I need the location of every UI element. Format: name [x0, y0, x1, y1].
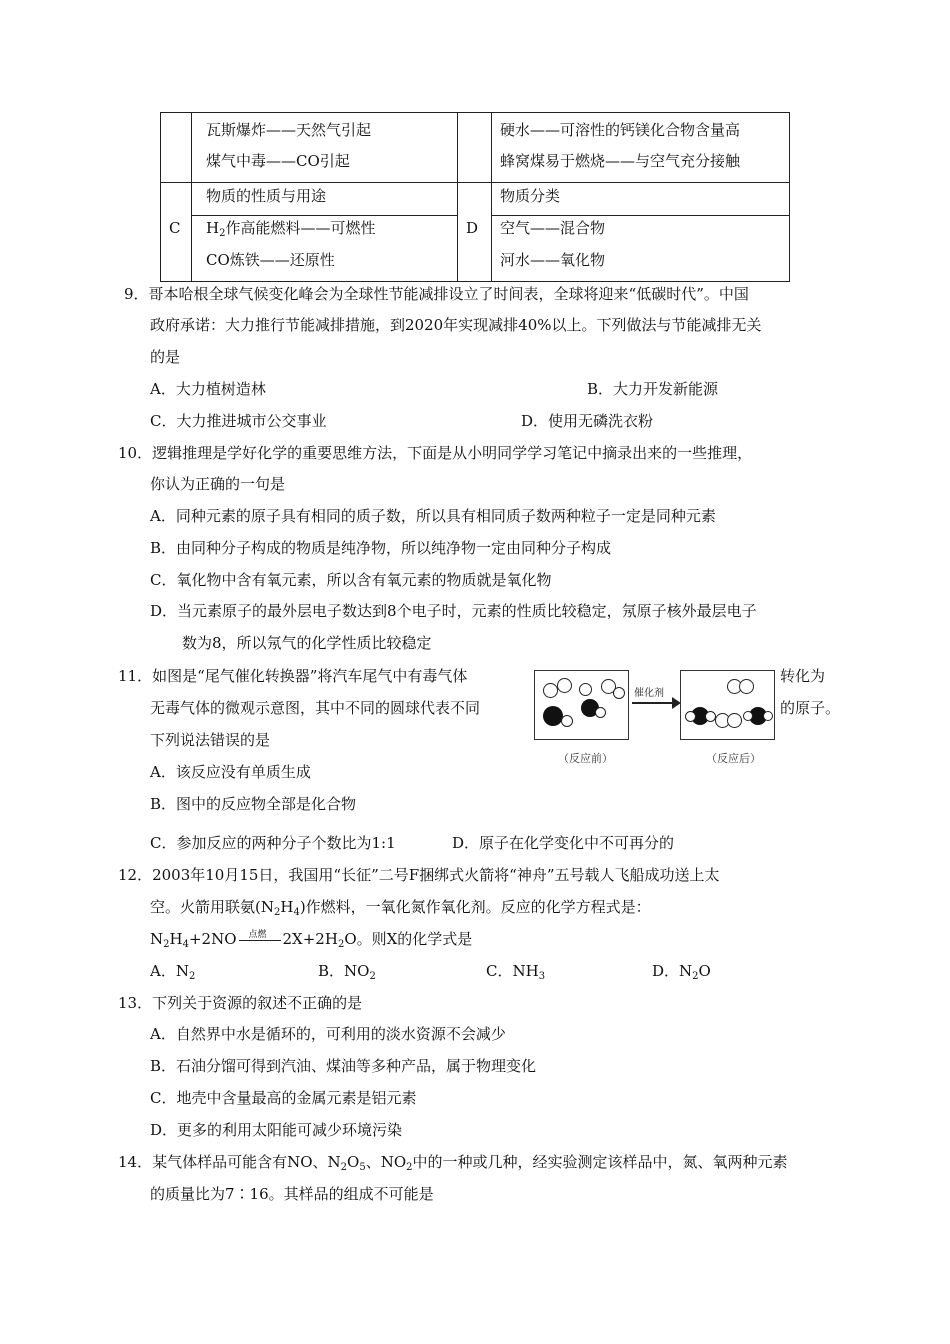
table-cell-text: 空气——混合物 — [500, 219, 606, 237]
q10-stem: 你认为正确的一句是 — [150, 475, 286, 493]
q9-option-c: C．大力推进城市公交事业 — [150, 412, 327, 430]
q11-stem: 下列说法错误的是 — [150, 731, 271, 749]
table-cell-text: $H_2$作高能燃料——可燃性 — [206, 219, 376, 239]
table-row-label-c: C — [169, 219, 181, 237]
table-cell-text: 煤气中毒——CO引起 — [206, 152, 350, 170]
reaction-condition: 点燃 — [237, 933, 283, 947]
after-label: （反应后） — [706, 752, 761, 765]
black-atom — [543, 706, 563, 726]
white-atom — [561, 715, 573, 727]
table-cell-text: CO炼铁——还原性 — [206, 251, 335, 269]
white-atom — [613, 687, 625, 699]
q12-option-a: A．$N_2$ — [150, 962, 196, 982]
q12-option-d: D．$N_2O$ — [652, 962, 711, 982]
after-reaction-box — [680, 670, 775, 740]
q12-stem: 空。火箭用联氨$(N_2H_4)$作燃料，一氧化氮作氧化剂。反应的化学方程式是： — [150, 898, 651, 918]
catalyst-label: 催化剂 — [634, 688, 664, 699]
q10-option-c: C．氧化物中含有氧元素，所以含有氧元素的物质就是氧化物 — [150, 571, 552, 589]
q11-stem: 无毒气体的微观示意图，其中不同的圆球代表不同 — [150, 699, 481, 717]
reaction-diagram — [528, 664, 776, 770]
q10-option-d-cont: 数为8，所以氖气的化学性质比较稳定 — [182, 634, 432, 652]
q9-stem: 9．哥本哈根全球气候变化峰会为全球性节能减排设立了时间表，全球将迎来“低碳时代”。中国 — [124, 285, 749, 303]
table-cell-head: 物质分类 — [500, 187, 561, 205]
white-atom — [727, 713, 742, 728]
q10-stem: 10．逻辑推理是学好化学的重要思维方法，下面是从小明同学学习笔记中摘录出来的一些推理， — [118, 444, 753, 462]
q13-stem: 13．下列关于资源的叙述不正确的是 — [118, 994, 363, 1012]
q11-stem: 11．如图是“尾气催化转换器”将汽车尾气中有毒气体 — [118, 667, 468, 685]
q10-option-b: B．由同种分子构成的物质是纯净物，所以纯净物一定由同种分子构成 — [150, 539, 612, 557]
q10-option-a: A．同种元素的原子具有相同的质子数，所以具有相同质子数两种粒子一定是同种元素 — [150, 507, 716, 525]
q14-stem: 14．某气体样品可能含有NO、$N_2O_5$、$NO_2$中的一种或几种，经实验测定该样品中，氮、氧两种元素 — [118, 1153, 788, 1173]
q12-option-c: C．$NH_3$ — [486, 962, 546, 982]
table-cell-text: 河水——氧化物 — [500, 251, 606, 269]
q12-equation: $N_2H_4+2NO$ 点燃 $2X+2H_2O$。则X的化学式是 — [150, 930, 473, 950]
table-cell-head: 物质的性质与用途 — [206, 187, 327, 205]
q11-stem: 的原子。 — [780, 699, 841, 717]
before-reaction-box — [534, 670, 629, 740]
white-atom — [739, 679, 754, 694]
white-atom — [763, 711, 773, 721]
white-atom — [685, 711, 696, 722]
q13-option-d: D．更多的利用太阳能可减少环境污染 — [150, 1121, 403, 1139]
q9-stem: 的是 — [150, 348, 181, 366]
table-cell-text: 瓦斯爆炸——天然气引起 — [206, 121, 372, 139]
table-row-label-d: D — [466, 219, 479, 237]
table-cell-text: 蜂窝煤易于燃烧——与空气充分接触 — [500, 152, 741, 170]
q9-option-d: D．使用无磷洗衣粉 — [521, 412, 654, 430]
q13-option-a: A．自然界中水是循环的，可利用的淡水资源不会减少 — [150, 1025, 506, 1043]
q13-option-b: B．石油分馏可得到汽油、煤油等多种产品，属于物理变化 — [150, 1057, 537, 1075]
q12-stem: 12．2003年10月15日，我国用“长征”二号F捆绑式火箭将“神舟”五号载人飞船成功送上太 — [118, 866, 720, 884]
white-atom — [595, 707, 606, 718]
q11-option-c: C．参加反应的两种分子个数比为1:1 — [150, 834, 396, 852]
table-cell-text: 硬水——可溶性的钙镁化合物含量高 — [500, 121, 741, 139]
q10-option-d: D．当元素原子的最外层电子数达到8个电子时，元素的性质比较稳定，氖原子核外最层电子 — [150, 602, 757, 620]
q11-option-b: B．图中的反应物全部是化合物 — [150, 795, 357, 813]
white-atom — [557, 678, 572, 693]
reaction-arrow — [632, 702, 676, 704]
q11-option-d: D．原子在化学变化中不可再分的 — [452, 834, 675, 852]
q13-option-c: C．地壳中含量最高的金属元素是铝元素 — [150, 1089, 417, 1107]
white-atom — [743, 711, 753, 721]
q12-option-b: B．$NO_2$ — [318, 962, 376, 982]
q11-option-a: A．该反应没有单质生成 — [150, 763, 311, 781]
q14-stem: 的质量比为7∶16。其样品的组成不可能是 — [150, 1185, 434, 1203]
q11-stem: 转化为 — [780, 667, 826, 685]
q9-option-a: A．大力植树造林 — [150, 380, 266, 398]
white-atom — [579, 683, 592, 696]
white-atom — [543, 683, 558, 698]
q9-stem: 政府承诺：大力推行节能减排措施，到2020年实现减排40%以上。下列做法与节能减排无关 — [150, 316, 762, 334]
q9-option-b: B．大力开发新能源 — [587, 380, 719, 398]
before-label: （反应前） — [558, 752, 613, 765]
